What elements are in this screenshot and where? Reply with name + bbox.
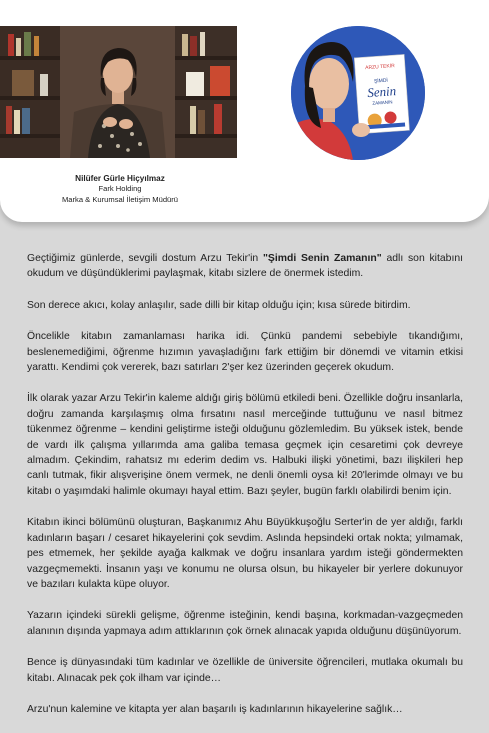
photo-caption <box>40 173 200 205</box>
book-title-pre-text: ŞİMDİ <box>373 77 389 85</box>
caption-name: Nilüfer Gürle Hiçyılmaz <box>75 174 165 183</box>
caption-role: Marka & Kurumsal İletişim Müdürü <box>61 194 179 204</box>
header-card <box>0 0 489 222</box>
book-title-highlight: "Şimdi Senin Zamanın" <box>262 253 382 264</box>
paragraph-2: Son derece akıcı, kolay anlaşılır, sade dilli bir kitap olduğu için; kısa sürede bitirdim. <box>27 299 411 311</box>
article-body <box>27 251 463 733</box>
paragraph-6: Yazarın içindeki sürekli gelişme, öğrenme isteğinin, kendi başına, korkmadan-vazgeçmeden alanının dışında yapmaya adım attıklarının çok örnek alınacak yapıda olduğunu düşünüyorum. <box>27 610 463 637</box>
paragraph-3: Öncelikle kitabın zamanlaması harika idi. Çünkü pandemi sebebiyle tıkandığımı, beslenemediğimi, öğrenme hızımın yavaşladığını fark ettiğim bir dönemdi ve vitamin etkisi yarattı. Kendimi çok vererek, bazı satırları 2'şer kez üzerinden geçerek okudum. <box>27 331 463 374</box>
caption-company: Fark Holding <box>98 184 142 193</box>
book-title-post-text: ZAMANIN <box>372 99 393 106</box>
book-title-main-text: Senin <box>366 83 397 101</box>
portrait-photo <box>0 26 237 158</box>
paragraph-8: Arzu'nun kalemine ve kitapta yer alan başarılı iş kadınlarının hikayelerine sağlık… <box>27 703 403 715</box>
paragraph-1 <box>27 251 463 282</box>
book-author-text: ARZU TEKİR <box>364 63 395 72</box>
paragraph-1-intro: Geçtiğimiz günlerde, sevgili dostum Arzu Tekir'in <box>27 253 263 264</box>
paragraph-7: Bence iş dünyasındaki tüm kadınlar ve özellikle de üniversite öğrencileri, mutlaka okumalı bu kitabı. Alınacak pek çok ilham var içinde… <box>27 657 463 684</box>
paragraph-4: İlk olarak yazar Arzu Tekir'in kaleme aldığı giriş bölümü etkiledi beni. Özellikle doğru insanlarla, doğru zamanda karşılaşmış olma fırsatını nasıl merceğinde tuttuğunu ve nasıl bitmez tükenmez öğrenme – kendini geliştirme isteği olduğunu gözlemledim. Bu yüksek istek, bende de vardı ilk çalışma yıllarımda ama galiba temasa geçmek için cesaretimi çok devreye almadım. Çekindim, rahatsız mı ederim dedim vs. Halbuki ilişki yönetimi, bazı ilişkileri hep canlı tutmak, fikir alışverişine önem vermek, ne denli önemli oysa ki! 20'lerimde olmayı ve bu kitabı o yaşımdaki halimle okumayı hayal ettim. Bazı şeyler, bugün farklı olabilirdi benim için. <box>27 393 463 497</box>
paragraph-5: Kitabın ikinci bölümünü oluşturan, Başkanımız Ahu Büyükkuşoğlu Serter'in de yer aldığı, farklı kadınların başarı / cesaret hikayelerini çok sevdim. Aslında hepsindeki ortak nokta; yılmamak, pes etmemek, her şekilde ayağa kalkmak ve doğru insanlara yardım isteği göndermekten vazgeçmemekti. İnsanın yaşı ve konumu ne olursa olsun, bu hikayeler bir yerlere dokunuyor ve bazıları kulakta küpe oluyor. <box>27 517 463 590</box>
author-book-photo <box>291 26 425 160</box>
paragraph-1-rest: adlı son kitabını okudum ve düşündüklerimi paylaşmak, kitabı sizlere de önermek istedim. <box>27 253 463 280</box>
